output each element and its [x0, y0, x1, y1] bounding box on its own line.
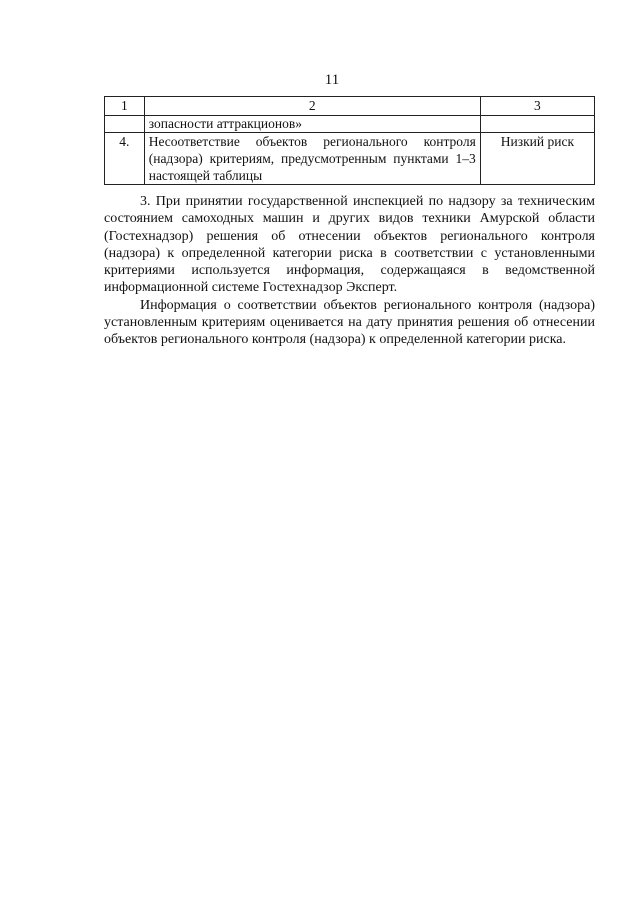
paragraph: Информация о соответствии объектов регионального контроля (надзора) установленным критериям оценивается на дату принятия решения об отнесении объектов регионального контроля (надзора) к определенной категории риска.	[104, 297, 595, 348]
table-cell-risk: Низкий риск	[480, 133, 594, 185]
table-cell-criterion: зопасности аттракционов»	[144, 116, 480, 133]
table-header-cell: 3	[480, 97, 594, 116]
table-header-row	[105, 97, 595, 116]
table-header-cell: 2	[144, 97, 480, 116]
table-header-cell: 1	[105, 97, 145, 116]
table-row	[105, 116, 595, 133]
table-row	[105, 133, 595, 185]
paragraph: 3. При принятии государственной инспекцией по надзору за техническим состоянием самоходных машин и других видов техники Амурской области (Гостехнадзор) решения об отнесении объектов регионального контроля (надзора) к определенной категории риска в соответствии с установленными критериями используется информация, содержащаяся в ведомственной информационной системе Гостехнадзор Эксперт.	[104, 194, 595, 296]
page-number: 11	[324, 72, 340, 88]
table-cell-risk	[480, 116, 594, 133]
criteria-table	[104, 96, 595, 185]
table-cell-criterion: Несоответствие объектов регионального контроля (надзора) критериям, предусмотренным пунктами 1–3 настоящей таблицы	[144, 133, 480, 185]
table-cell-number: 4.	[105, 133, 145, 185]
table-cell-number	[105, 116, 145, 133]
body-text	[104, 193, 595, 349]
